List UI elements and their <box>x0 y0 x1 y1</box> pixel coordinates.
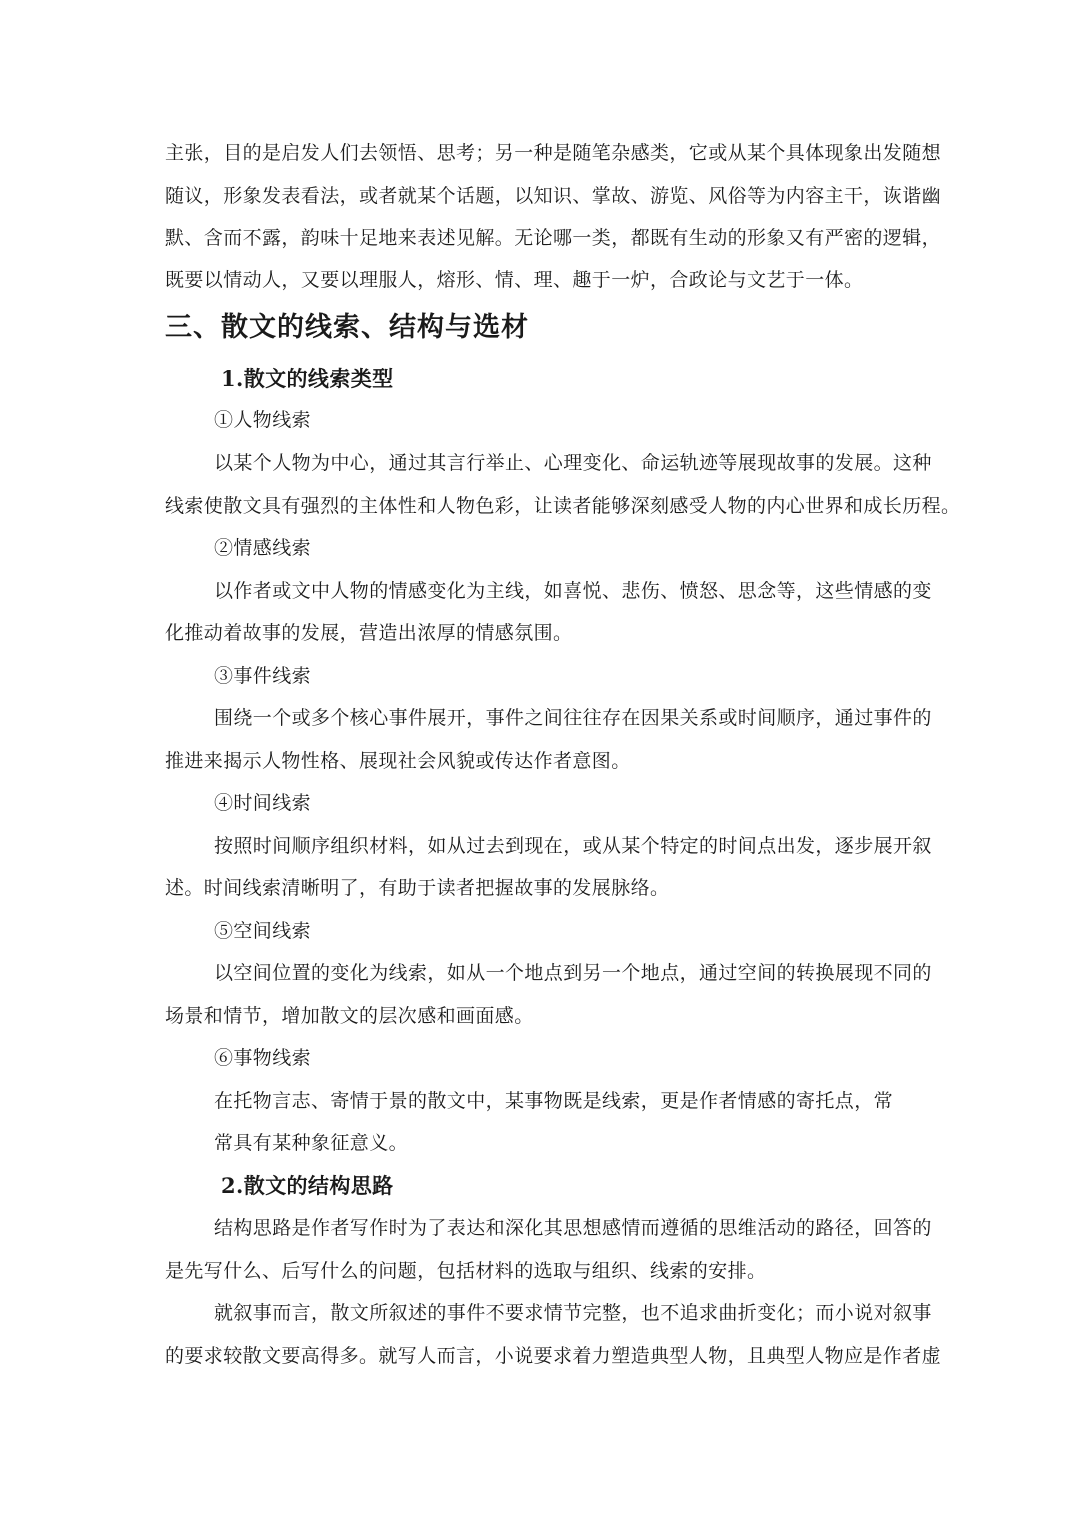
clue-text-emotion-2: 化推动着故事的发展，营造出浓厚的情感氛围。 <box>165 622 573 644</box>
section-heading: 三、散文的线索、结构与选材 <box>165 312 529 343</box>
clue-text-event-1: 围绕一个或多个核心事件展开，事件之间往往存在因果关系或时间顺序，通过事件的 <box>214 707 932 729</box>
clue-label-emotion: ②情感线索 <box>214 537 312 559</box>
structure-para1-line-2: 是先写什么、后写什么的问题，包括材料的选取与组织、线索的安排。 <box>165 1260 767 1282</box>
intro-line-1: 主张，目的是启发人们去领悟、思考；另一种是随笔杂感类，它或从某个具体现象出发随想 <box>165 142 942 164</box>
clue-label-person: ①人物线索 <box>214 409 312 431</box>
clue-text-object-1: 在托物言志、寄情于景的散文中，某事物既是线索，更是作者情感的寄托点，常 <box>214 1090 894 1112</box>
clue-text-time-1: 按照时间顺序组织材料，如从过去到现在，或从某个特定的时间点出发，逐步展开叙 <box>214 835 932 857</box>
clue-text-event-2: 推进来揭示人物性格、展现社会风貌或传达作者意图。 <box>165 750 631 772</box>
structure-para2-line-2: 的要求较散文要高得多。就写人而言，小说要求着力塑造典型人物，且典型人物应是作者虚 <box>165 1345 942 1367</box>
clue-label-space: ⑤空间线索 <box>214 920 312 942</box>
clue-label-time: ④时间线索 <box>214 792 312 814</box>
clue-text-space-1: 以空间位置的变化为线索，如从一个地点到另一个地点，通过空间的转换展现不同的 <box>214 962 932 984</box>
clue-label-event: ③事件线索 <box>214 665 312 687</box>
structure-para2-line-1: 就叙事而言，散文所叙述的事件不要求情节完整，也不追求曲折变化；而小说对叙事 <box>214 1302 932 1324</box>
intro-line-3: 默、含而不露，韵味十足地来表述见解。无论哪一类，都既有生动的形象又有严密的逻辑， <box>165 227 942 249</box>
clue-text-person-1: 以某个人物为中心，通过其言行举止、心理变化、命运轨迹等展现故事的发展。这种 <box>214 452 932 474</box>
clue-text-time-2: 述。时间线索清晰明了，有助于读者把握故事的发展脉络。 <box>165 877 670 899</box>
intro-line-4: 既要以情动人，又要以理服人，熔形、情、理、趣于一炉，合政论与文艺于一体。 <box>165 269 864 291</box>
structure-para1-line-1: 结构思路是作者写作时为了表达和深化其思想感情而遵循的思维活动的路径，回答的 <box>214 1217 932 1239</box>
clue-text-person-2: 线索使散文具有强烈的主体性和人物色彩，让读者能够深刻感受人物的内心世界和成长历程。 <box>165 495 961 517</box>
subsection-heading-structure: 2.散文的结构思路 <box>221 1173 394 1198</box>
clue-label-object: ⑥事物线索 <box>214 1047 312 1069</box>
subsection-heading-clues: 1.散文的线索类型 <box>221 366 394 391</box>
intro-line-2: 随议，形象发表看法，或者就某个话题，以知识、掌故、游览、风俗等为内容主干，诙谐幽 <box>165 185 942 207</box>
clue-text-object-2: 常具有某种象征意义。 <box>214 1132 409 1154</box>
clue-text-space-2: 场景和情节，增加散文的层次感和画面感。 <box>165 1005 534 1027</box>
clue-text-emotion-1: 以作者或文中人物的情感变化为主线，如喜悦、悲伤、愤怒、思念等，这些情感的变 <box>214 580 932 602</box>
